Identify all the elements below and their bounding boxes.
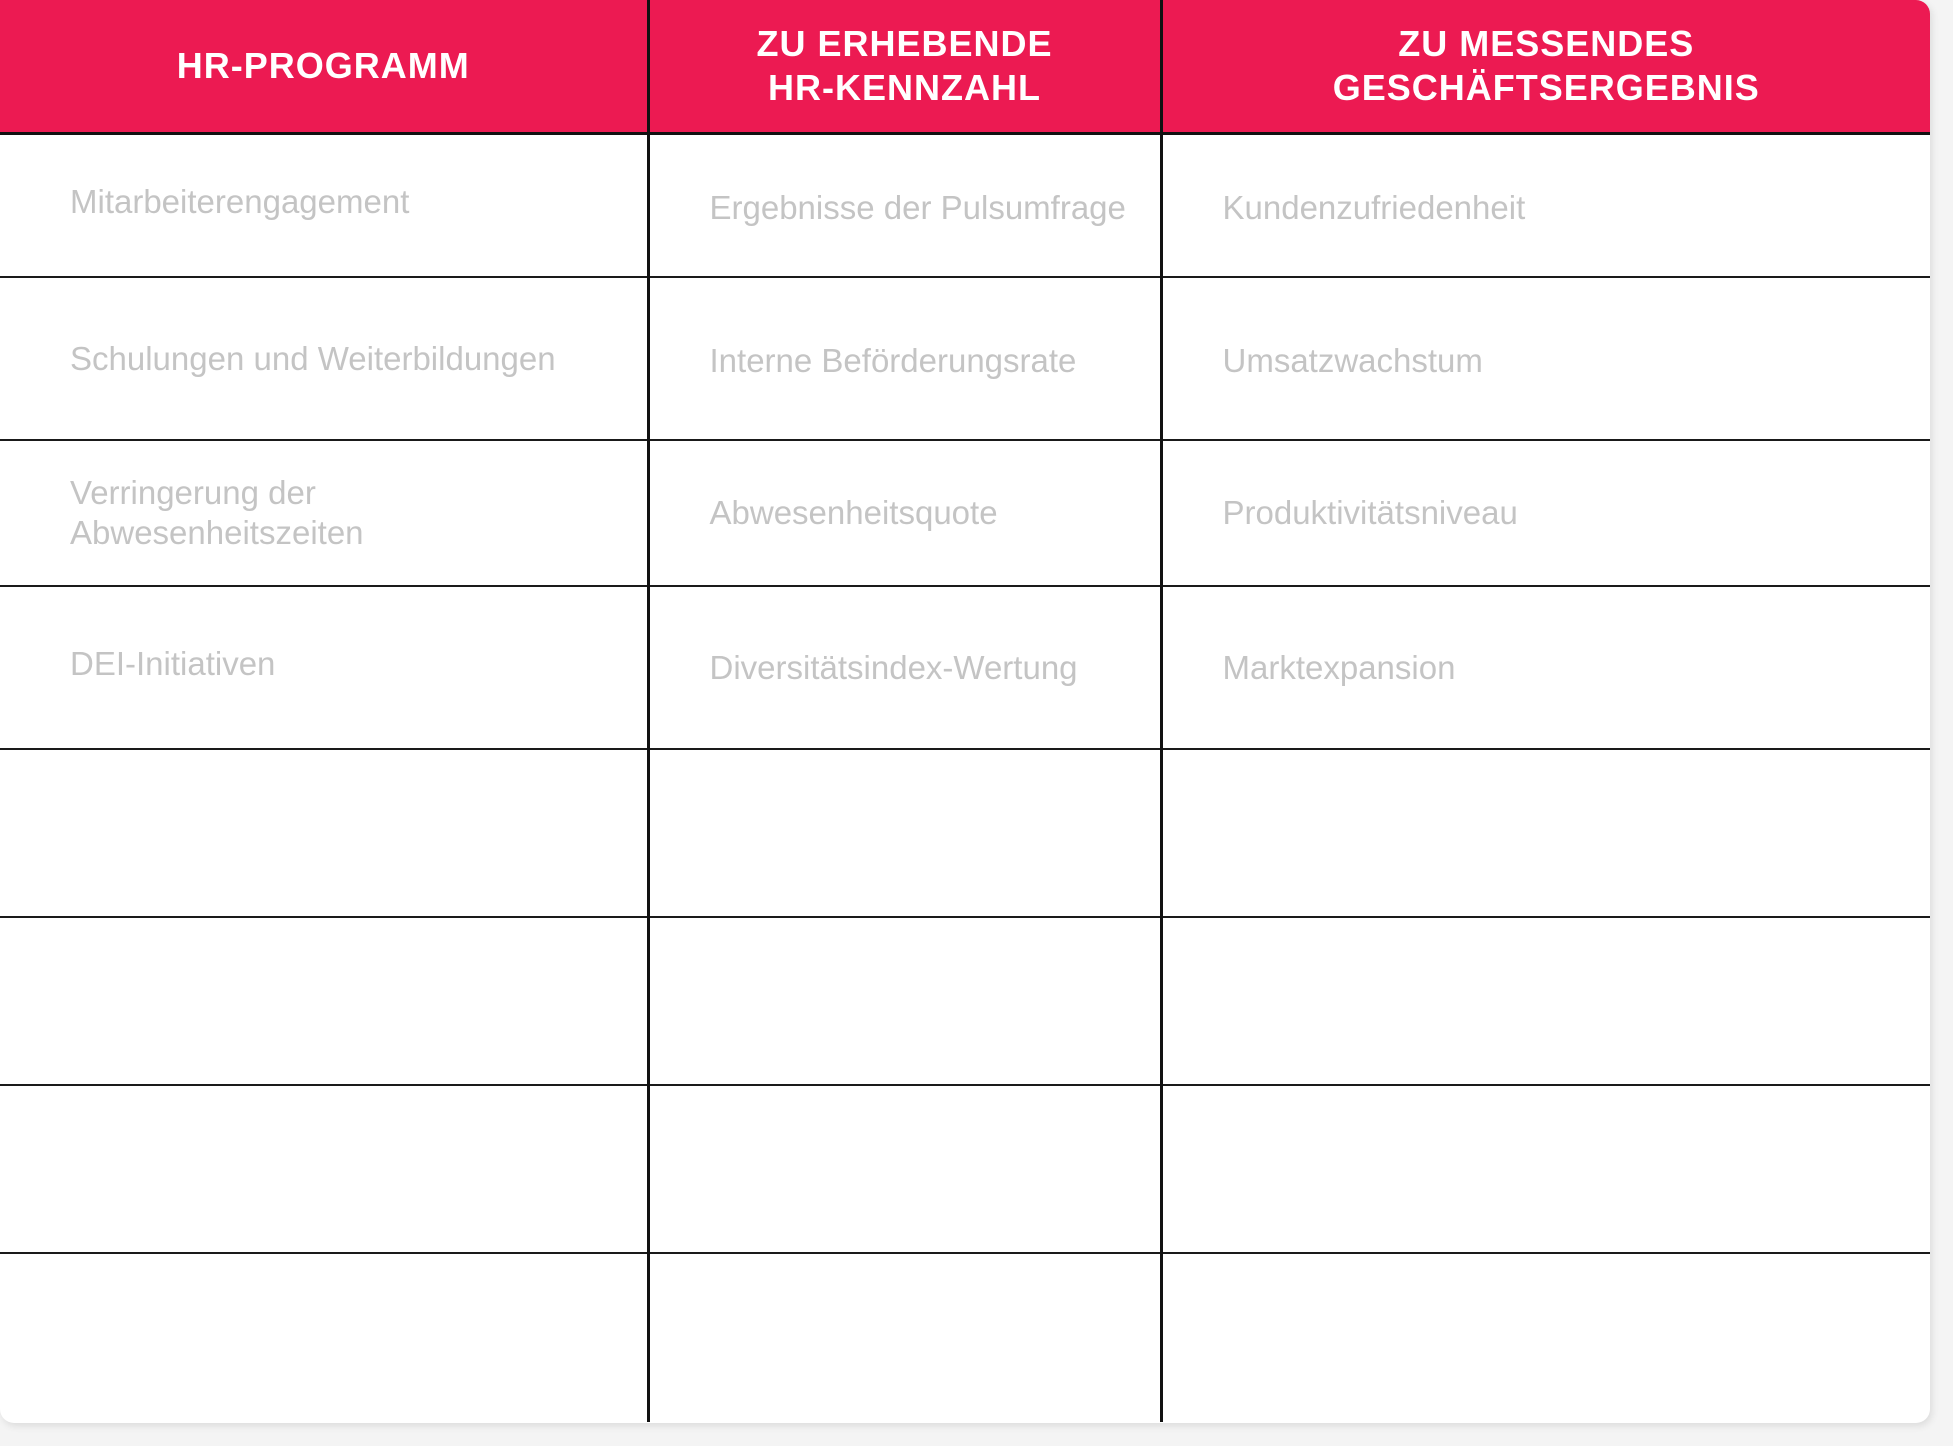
hr-metric-cell[interactable] xyxy=(648,1253,1161,1422)
hr-program-cell[interactable] xyxy=(0,277,648,440)
header-row xyxy=(0,0,1930,134)
business-outcome-cell[interactable] xyxy=(1161,440,1930,586)
column-header-hr-program: HR-PROGRAMM xyxy=(0,0,648,134)
hr-program-cell[interactable] xyxy=(0,134,648,278)
table-row xyxy=(0,440,1930,586)
cell-text: Marktexpansion xyxy=(1222,648,1456,686)
cell-text: Abwesenheitsquote xyxy=(709,494,998,531)
hr-program-cell[interactable] xyxy=(0,586,648,749)
hr-metric-cell[interactable] xyxy=(648,440,1161,586)
cell-text: DEI-Initiativen xyxy=(70,644,276,682)
business-outcome-cell[interactable] xyxy=(1161,1253,1930,1422)
cell-text: Umsatzwachstum xyxy=(1222,341,1483,379)
hr-metric-cell[interactable] xyxy=(648,749,1161,917)
hr-program-cell[interactable] xyxy=(0,1085,648,1253)
hr-metric-cell[interactable] xyxy=(648,277,1161,440)
hr-program-cell[interactable] xyxy=(0,440,648,586)
hr-program-cell[interactable] xyxy=(0,1253,648,1422)
business-outcome-cell[interactable] xyxy=(1161,749,1930,917)
business-outcome-cell[interactable] xyxy=(1161,134,1930,278)
business-outcome-cell[interactable] xyxy=(1161,917,1930,1085)
table-row xyxy=(0,1085,1930,1253)
table-row xyxy=(0,749,1930,917)
business-outcome-cell[interactable] xyxy=(1161,586,1930,749)
table-row xyxy=(0,917,1930,1085)
column-header-hr-metric: ZU ERHEBENDE HR-KENNZAHL xyxy=(648,0,1161,134)
cell-text: Interne Beförderungsrate xyxy=(709,341,1077,379)
cell-text: Kundenzufriedenheit xyxy=(1222,188,1526,226)
table-row xyxy=(0,586,1930,749)
cell-text: Schulungen und Weiterbildungen xyxy=(70,339,556,377)
business-outcome-cell[interactable] xyxy=(1161,1085,1930,1253)
cell-text: Ergebnisse der Pulsumfrage xyxy=(709,188,1126,226)
cell-text: Verringerung der Abwesenheitszeiten xyxy=(70,474,364,551)
cell-text: Mitarbeiterengagement xyxy=(70,182,410,220)
hr-program-cell[interactable] xyxy=(0,917,648,1085)
business-outcome-cell[interactable] xyxy=(1161,277,1930,440)
cell-text: Diversitätsindex-Wertung xyxy=(709,648,1078,686)
cell-text: Produktivitätsniveau xyxy=(1222,494,1518,531)
hr-program-cell[interactable] xyxy=(0,749,648,917)
table-row xyxy=(0,277,1930,440)
hr-metric-cell[interactable] xyxy=(648,586,1161,749)
column-header-business-outcome: ZU MESSENDES GESCHÄFTSERGEBNIS xyxy=(1161,0,1930,134)
table-row xyxy=(0,134,1930,278)
table-row xyxy=(0,1253,1930,1422)
hr-metric-cell[interactable] xyxy=(648,917,1161,1085)
hr-metric-cell[interactable] xyxy=(648,134,1161,278)
hr-metric-cell[interactable] xyxy=(648,1085,1161,1253)
